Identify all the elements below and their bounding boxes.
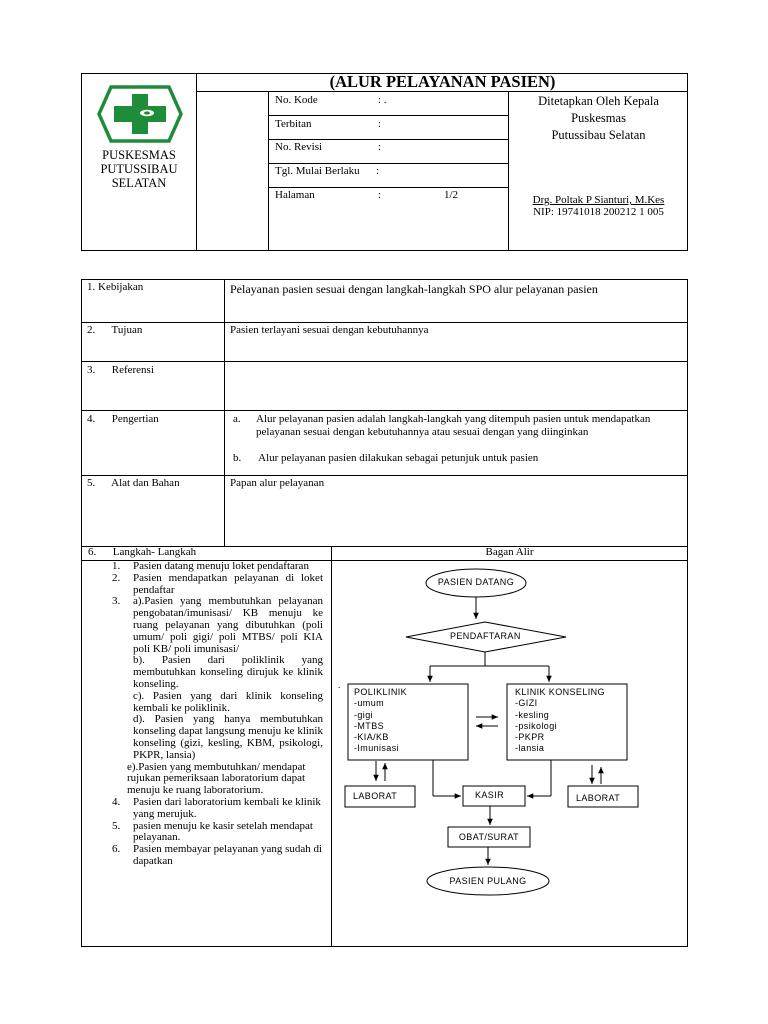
fc-lab-right-label: LABORAT (576, 793, 621, 803)
step-item: d). Pasien yang hanya membutuhkan konseling dapat langsung menuju ke klinik konseling (gizi, kesling, KBM, psikologi, PKPR, lansia) (133, 713, 323, 761)
fc-drug-label: OBAT/SURAT (458, 832, 520, 842)
step-item: 3. a).Pasien yang membutuhkan pelayanan pengobatan/imunisasi/ KB menuju ke ruang pelayanan yang dibutuhkan (poli umum/ poli gigi/ poli MTBS/ poli KIA poli KB/ poli imunisasi/ (112, 595, 323, 655)
step-item: 6. Pasien membayar pelayanan yang sudah di dapatkan (112, 843, 323, 867)
signer-name: Drg. Poltak P Sianturi, M.Kes (532, 194, 665, 206)
fc-register-label: PENDAFTARAN (450, 631, 521, 641)
step-item: e).Pasien yang membutuhkan/ mendapat rujukan pemeriksaan laboratorium dapat menuju ke ruang laboratorium. (127, 760, 306, 797)
approval-text: Ditetapkan Oleh Kepala Puskesmas Putussibau Selatan (538, 94, 659, 142)
label-langkah: 6. Langkah- Langkah (88, 546, 197, 558)
org-name: PUSKESMAS PUTUSSIBAU SELATAN (100, 148, 178, 190)
fc-poliklinik: POLIKLINIK -umum -gigi -MTBS -KIA/KB -Imunisasi (354, 687, 408, 754)
step-item: b). Pasien dari poliklinik yang membutuhkan konseling dirujuk ke klinik konseling. (133, 654, 323, 690)
field-sep-revisi: : (378, 141, 382, 153)
signer-nip: NIP: 19741018 200212 1 005 (533, 206, 664, 218)
field-label-tgl: Tgl. Mulai Berlaku (275, 165, 360, 177)
step-item: 2. Pasien mendapatkan pelayanan di loket pendaftar (112, 571, 323, 596)
field-value-halaman: 1/2 (444, 189, 459, 201)
text-alat: Papan alur pelayanan (230, 477, 325, 489)
fc-konseling: KLINIK KONSELING -GIZI -kesling -psikologi -PKPR -lansia (515, 687, 605, 754)
step-item: c). Pasien yang dari klinik konseling kembali ke poliklinik. (133, 689, 323, 714)
fc-end-label: PASIEN PULANG (449, 876, 527, 886)
fc-start-label: PASIEN DATANG (437, 577, 515, 587)
label-alat: 5. Alat dan Bahan (87, 477, 180, 489)
field-label-kode: No. Kode (275, 94, 318, 106)
field-sep-tgl: : (376, 165, 380, 177)
field-sep-halaman: : (378, 189, 382, 201)
step-item: 4. Pasien dari laboratorium kembali ke klinik yang merujuk. (112, 795, 321, 820)
text-tujuan: Pasien terlayani sesuai dengan kebutuhannya (230, 324, 429, 336)
dot-mark: . (338, 680, 341, 690)
page-title: (ALUR PELAYANAN PASIEN) (329, 72, 556, 91)
field-sep-terbitan: : (378, 118, 382, 130)
marker-pengertian-a: a. (233, 413, 241, 425)
flow-title: Bagan Alir (485, 546, 534, 558)
field-sep-kode: : . (378, 94, 387, 106)
puskesmas-logo (97, 84, 183, 144)
step-item: 5. pasien menuju ke kasir setelah mendapat pelayanan. (112, 819, 313, 844)
label-referensi: 3. Referensi (87, 364, 154, 376)
label-pengertian: 4. Pengertian (87, 413, 159, 425)
marker-pengertian-b: b. (233, 452, 242, 464)
text-pengertian-b: Alur pelayanan pasien dilakukan sebagai petunjuk untuk pasien (256, 452, 539, 464)
fc-cashier-label: KASIR (475, 790, 505, 800)
text-pengertian-a: Alur pelayanan pasien adalah langkah-langkah yang ditempuh pasien untuk mendapatkan pelayanan sesuai dengan kebutuhannya atau sesuai dengan yang diinginkan (256, 413, 651, 438)
steps-list (112, 561, 323, 868)
field-label-terbitan: Terbitan (275, 118, 312, 130)
field-label-revisi: No. Revisi (275, 141, 323, 153)
label-tujuan: 2. Tujuan (87, 324, 143, 336)
fc-lab-left-label: LABORAT (353, 791, 398, 801)
step-item: 1. Pasien datang menuju loket pendaftaran (112, 560, 309, 572)
field-label-halaman: Halaman (275, 189, 315, 201)
text-kebijakan: Pelayanan pasien sesuai dengan langkah-langkah SPO alur pelayanan pasien (230, 282, 598, 296)
label-kebijakan: 1. Kebijakan (87, 281, 144, 293)
